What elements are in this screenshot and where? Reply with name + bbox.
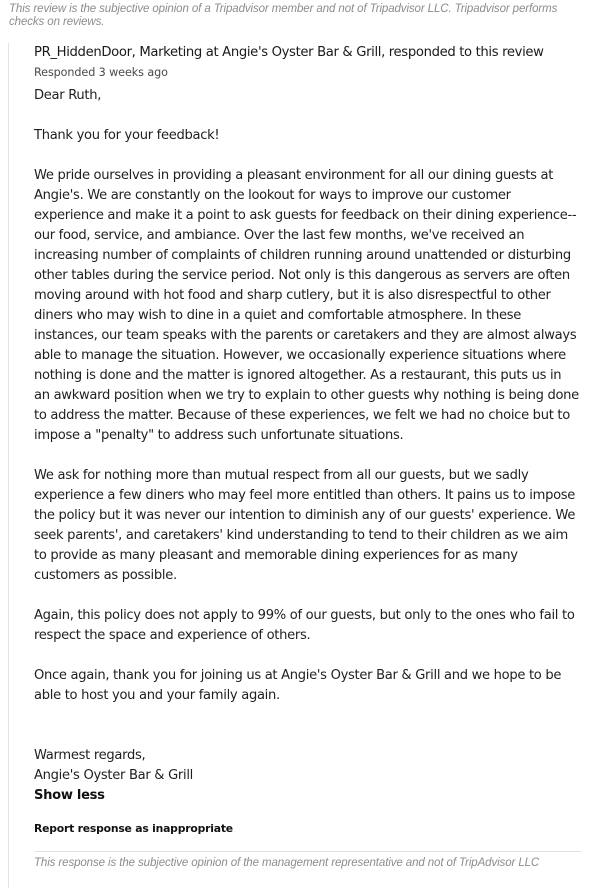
blank-line bbox=[34, 726, 586, 746]
response-disclaimer: This response is the subjective opinion of the management representative and not of TripAdvisor LLC bbox=[34, 857, 540, 869]
response-text-line: Once again, thank you for joining us at Angie's Oyster Bar & Grill and we hope to be bbox=[34, 668, 562, 683]
owner-response bbox=[8, 43, 582, 888]
response-text-line: Angie's. We are constantly on the lookout for ways to improve our customer bbox=[34, 188, 511, 203]
response-text-line: instances, our team speaks with the parents or caretakers and they are almost always bbox=[34, 328, 577, 343]
response-text-line: seek parents', and caretakers' kind understanding to tend to their children as we aim bbox=[34, 528, 568, 543]
response-text-line: Warmest regards, bbox=[34, 748, 146, 763]
response-text-line: an awkward position when we try to explain to other guests why nothing is being done bbox=[34, 388, 579, 403]
response-text-line: Dear Ruth, bbox=[34, 88, 102, 103]
response-text-line: moving around with hot food and sharp cutlery, but it is also disrespectful to other bbox=[34, 288, 551, 303]
blank-line bbox=[34, 646, 586, 666]
blank-line bbox=[34, 106, 586, 126]
response-text-line: customers as possible. bbox=[34, 568, 177, 583]
response-text-line: experience and make it a point to ask guests for feedback on their dining experience-- bbox=[34, 208, 577, 223]
response-text-line: Angie's Oyster Bar & Grill bbox=[34, 768, 194, 783]
report-response-link[interactable]: Report response as inappropriate bbox=[34, 822, 233, 835]
responder-heading: PR_HiddenDoor, Marketing at Angie's Oyster Bar & Grill, responded to this review bbox=[34, 45, 544, 60]
divider bbox=[34, 851, 582, 852]
response-text-line: able to manage the situation. However, we occasionally experience situations where bbox=[34, 348, 566, 363]
response-body bbox=[34, 86, 586, 786]
response-text-line: to address the matter. Because of these experiences, we felt we had no choice but to bbox=[34, 408, 570, 423]
blank-line bbox=[34, 446, 586, 466]
response-text-line: experience a few diners who may feel more entitled than others. It pains us to impose bbox=[34, 488, 576, 503]
response-text-line: the policy but it was never our intention to diminish any of our guests' experience. We bbox=[34, 508, 576, 523]
response-text-line: other tables during the service period. Not only is this dangerous as servers are often bbox=[34, 268, 570, 283]
blank-line bbox=[34, 146, 586, 166]
response-text-line: diners who may wish to dine in a quiet and comfortable atmosphere. In these bbox=[34, 308, 521, 323]
response-text-line: able to host you and your family again. bbox=[34, 688, 280, 703]
response-text-line: our food, service, and ambiance. Over the last few months, we've received an bbox=[34, 228, 525, 243]
response-text-line: We ask for nothing more than mutual respect from all our guests, but we sadly bbox=[34, 468, 529, 483]
blank-line bbox=[34, 586, 586, 606]
response-date: Responded 3 weeks ago bbox=[34, 66, 168, 79]
response-text-line: Again, this policy does not apply to 99% of our guests, but only to the ones who fail to bbox=[34, 608, 575, 623]
response-text-line: increasing number of complaints of children running around unattended or disturbing bbox=[34, 248, 571, 263]
response-text-line: respect the space and experience of others. bbox=[34, 628, 311, 643]
review-disclaimer: This review is the subjective opinion of a Tripadvisor member and not of Tripadvisor LLC. Tripadvisor performs checks on reviews. bbox=[9, 3, 558, 28]
response-text-line: nothing is done and the matter is ignored altogether. As a restaurant, this puts us in bbox=[34, 368, 562, 383]
response-text-line: We pride ourselves in providing a pleasant environment for all our dining guests at bbox=[34, 168, 554, 183]
response-text-line: impose a "penalty" to address such unfortunate situations. bbox=[34, 428, 404, 443]
response-text-line: Thank you for your feedback! bbox=[34, 128, 220, 143]
show-less-button[interactable]: Show less bbox=[34, 788, 105, 803]
response-text-line: to provide as many pleasant and memorable dining experiences for as many bbox=[34, 548, 518, 563]
blank-line bbox=[34, 706, 586, 726]
